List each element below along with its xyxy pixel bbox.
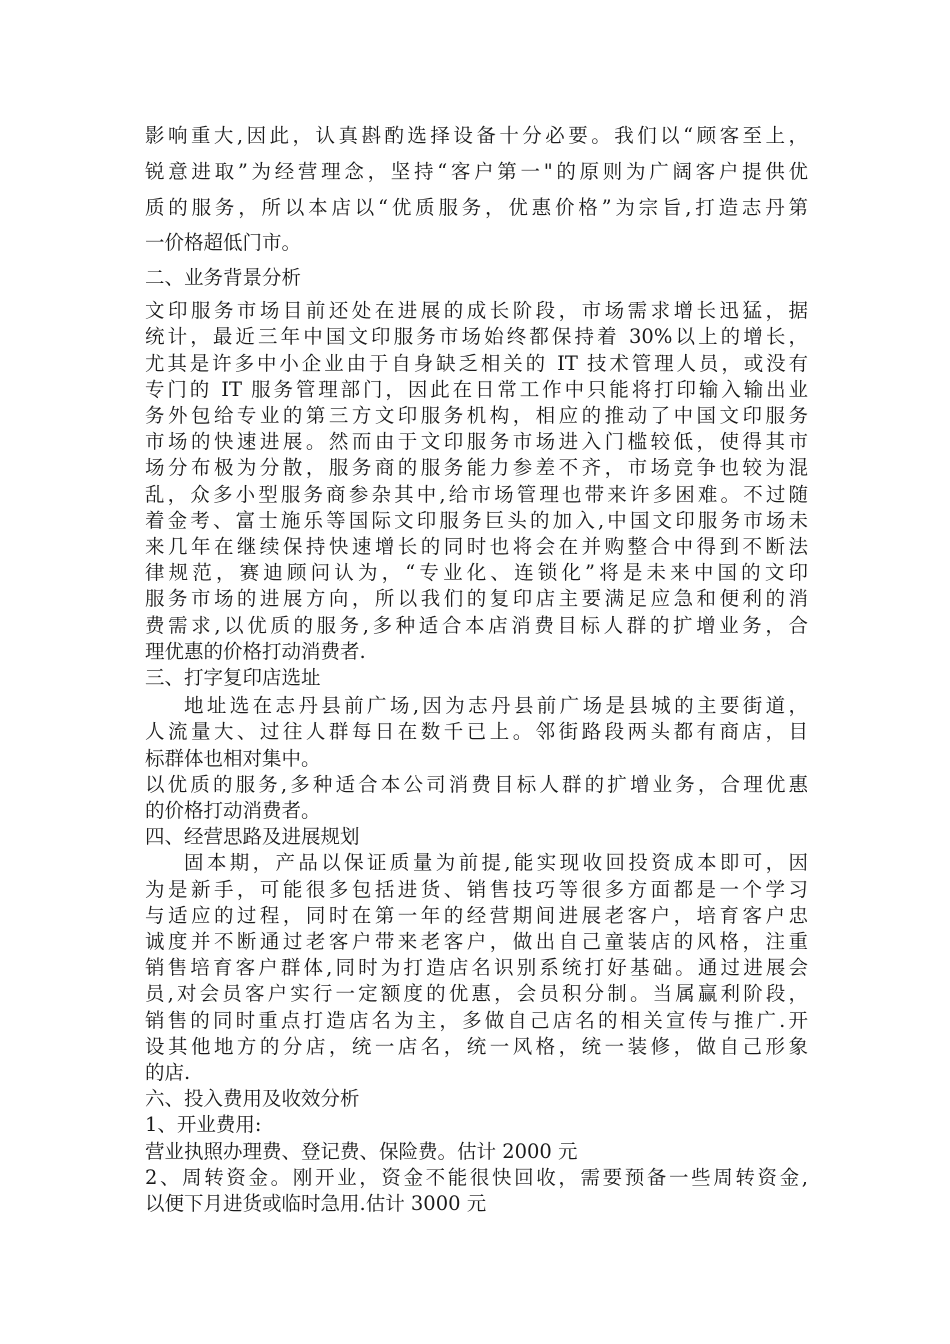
text-line: 与适应的过程，同时在第一年的经营期间进展老客户，培育客户忠 bbox=[145, 903, 808, 927]
text-line: 统计，最近三年中国文印服务市场始终都保持着 30%以上的增长， bbox=[145, 325, 808, 349]
text-line: 专门的 IT 服务管理部门，因此在日常工作中只能将打印输入输出业 bbox=[145, 377, 808, 401]
item-heading-opening-costs: 1、开业费用: bbox=[145, 1113, 262, 1137]
section-heading-business-background: 二、业务背景分析 bbox=[145, 266, 302, 290]
text-line: 律规范，赛迪顾问认为，“专业化、连锁化”将是未来中国的文印 bbox=[145, 561, 808, 585]
text-line: 的价格打动消费者。 bbox=[145, 799, 321, 823]
text-line: 文印服务市场目前还处在进展的成长阶段，市场需求增长迅猛，据 bbox=[145, 299, 808, 323]
text-line: 的店. bbox=[145, 1061, 191, 1085]
text-line: 来几年在继续保持快速增长的同时也将会在并购整合中得到不断法 bbox=[145, 535, 808, 559]
text-line: 一价格超低门市。 bbox=[145, 231, 302, 255]
business-background-paragraph bbox=[145, 298, 808, 665]
text-line: 以优质的服务,多种适合本公司消费目标人群的扩增业务，合理优惠 bbox=[145, 772, 808, 796]
text-line: 尤其是许多中小企业由于自身缺乏相关的 IT 技术管理人员，或没有 bbox=[145, 351, 808, 375]
text-line: 员,对会员客户实行一定额度的优惠，会员积分制。当属赢利阶段， bbox=[145, 982, 808, 1006]
text-line: 影响重大,因此，认真斟酌选择设备十分必要。我们以“顾客至上， bbox=[145, 124, 808, 147]
text-line: 为是新手，可能很多包括进货、销售技巧等很多方面都是一个学习 bbox=[145, 877, 808, 901]
section-heading-operating-plan: 四、经营思路及进展规划 bbox=[145, 825, 360, 849]
section-heading-investment-analysis: 六、投入费用及收效分析 bbox=[145, 1087, 360, 1111]
text-line: 销售的同时重点打造店名为主，多做自己店名的相关宣传与推广.开 bbox=[145, 1008, 808, 1032]
investment-analysis-section bbox=[145, 1086, 808, 1217]
text-line: 诚度并不断通过老客户带来老客户，做出自己童装店的风格，注重 bbox=[145, 930, 808, 954]
text-line: 理优惠的价格打动消费者. bbox=[145, 639, 366, 663]
section-heading-shop-location: 三、打字复印店选址 bbox=[145, 666, 321, 690]
text-line: 标群体也相对集中。 bbox=[145, 746, 321, 770]
intro-paragraph bbox=[145, 118, 808, 261]
text-line: 务外包给专业的第三方文印服务机构，相应的推动了中国文印服务 bbox=[145, 404, 808, 427]
text-line: 以便下月进货或临时急用.估计 3000 元 bbox=[145, 1192, 487, 1216]
text-line: 质的服务，所以本店以“优质服务，优惠价格”为宗旨,打造志丹第 bbox=[145, 195, 808, 219]
text-line: 设其他地方的分店，统一店名，统一风格，统一装修，做自己形象 bbox=[145, 1034, 808, 1058]
text-line: 费需求,以优质的服务,多种适合本店消费目标人群的扩增业务，合 bbox=[145, 613, 808, 637]
text-line: 人流量大、过往人群每日在数千已上。邻街路段两头都有商店，目 bbox=[145, 720, 808, 744]
text-line: 销售培育客户群体,同时为打造店名识别系统打好基础。通过进展会 bbox=[145, 956, 808, 980]
text-line: 场分布极为分散，服务商的服务能力参差不齐，市场竞争也较为混 bbox=[145, 456, 808, 480]
text-line: 营业执照办理费、登记费、保险费。估计 2000 元 bbox=[145, 1139, 578, 1163]
text-line: 乱，众多小型服务商参杂其中,给市场管理也带来许多困难。不过随 bbox=[145, 482, 808, 506]
text-line: 着金考、富士施乐等国际文印服务巨头的加入,中国文印服务市场未 bbox=[145, 508, 808, 532]
document-page bbox=[145, 118, 808, 1217]
text-line: 2、周转资金。刚开业，资金不能很快回收，需要预备一些周转资金, bbox=[145, 1165, 808, 1189]
text-line: 固本期，产品以保证质量为前提,能实现收回投资成本即可，因 bbox=[184, 851, 808, 875]
text-line: 锐意进取”为经营理念，坚持“客户第一"的原则为广阔客户提供优 bbox=[145, 159, 808, 183]
text-line: 市场的快速进展。然而由于文印服务市场进入门槛较低，使得其市 bbox=[145, 430, 808, 454]
operating-plan-paragraph bbox=[145, 850, 808, 1086]
text-line: 服务市场的进展方向，所以我们的复印店主要满足应急和便利的消 bbox=[145, 587, 808, 611]
text-line: 地址选在志丹县前广场,因为志丹县前广场是县城的主要街道， bbox=[184, 694, 808, 718]
shop-location-paragraph bbox=[145, 693, 808, 824]
